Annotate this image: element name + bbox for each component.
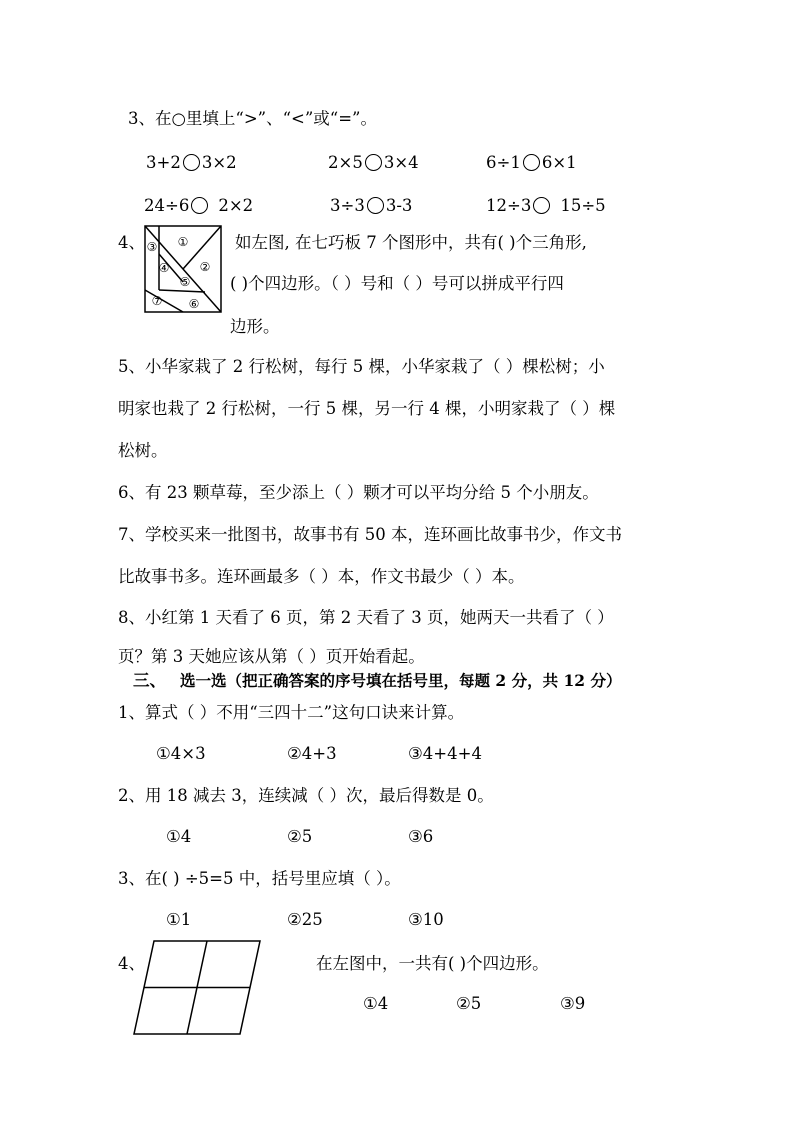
choice-option[interactable]: ②25 <box>287 910 323 929</box>
left-expr: 6÷1 <box>486 153 521 172</box>
answer-circle[interactable] <box>365 154 382 171</box>
right-expr: 3-3 <box>385 196 413 215</box>
right-expr: 3×2 <box>201 153 237 172</box>
piece-label: ⑥ <box>188 297 200 311</box>
q3-prompt: 3、在○里填上“>”、“<”或“=”。 <box>128 109 377 128</box>
q8-line: 页？第 3 天她应该从第（ ）页开始看起。 <box>118 647 425 666</box>
right-expr: 6×1 <box>541 153 577 172</box>
right-expr: 3×4 <box>383 153 419 172</box>
left-expr: 2×5 <box>328 153 363 172</box>
q4-line: 边形。 <box>230 317 280 336</box>
compare-item <box>330 195 412 217</box>
choice-option[interactable]: ①4 <box>363 994 389 1013</box>
q8-line: 8、小红第 1 天看了 6 页，第 2 天看了 3 页，她两天一共看了（ ） <box>118 608 614 627</box>
choice-number: 4、 <box>118 954 145 973</box>
answer-circle[interactable] <box>191 197 208 214</box>
section-number: 三、 <box>133 671 166 690</box>
choice-option[interactable]: ②5 <box>287 827 313 846</box>
q4-line: ( )个四边形。（ ）号和（ ）号可以拼成平行四 <box>230 274 564 293</box>
right-expr: 15÷5 <box>560 196 606 215</box>
piece-label: ⑤ <box>179 275 191 289</box>
parallelogram-figure <box>132 940 264 1036</box>
answer-circle[interactable] <box>533 197 550 214</box>
choice-option[interactable]: ①1 <box>166 910 192 929</box>
tangram-figure <box>135 224 225 318</box>
compare-item <box>328 152 419 174</box>
q7-line: 7、学校买来一批图书，故事书有 50 本，连环画比故事书少，作文书 <box>118 525 622 544</box>
choice-question: 在左图中，一共有( )个四边形。 <box>316 954 549 973</box>
compare-item <box>144 195 253 217</box>
choice-option[interactable]: ②5 <box>456 994 482 1013</box>
choice-option[interactable]: ③10 <box>408 910 444 929</box>
q4-number: 4、 <box>118 233 145 252</box>
choice-question: 2、用 18 减去 3，连续减（ ）次，最后得数是 0。 <box>118 786 494 805</box>
answer-circle[interactable] <box>367 197 384 214</box>
piece-label: ⑦ <box>151 294 163 308</box>
choice-option[interactable]: ②4+3 <box>287 744 337 763</box>
q7-line: 比故事书多。连环画最多（ ）本，作文书最少（ ）本。 <box>118 567 525 586</box>
compare-item <box>146 152 237 174</box>
right-expr: 2×2 <box>218 196 254 215</box>
choice-option[interactable]: ①4×3 <box>156 744 206 763</box>
q6-line: 6、有 23 颗草莓，至少添上（ ）颗才可以平均分给 5 个小朋友。 <box>118 483 599 502</box>
piece-label: ② <box>199 260 211 274</box>
left-expr: 3+2 <box>146 153 181 172</box>
choice-question: 3、在( ) ÷5=5 中，括号里应填（ ）。 <box>118 869 401 888</box>
q5-line: 松树。 <box>118 441 168 460</box>
q5-line: 明家也栽了 2 行松树，一行 5 棵，另一行 4 棵，小明家栽了（ ）棵 <box>118 399 616 418</box>
q5-line: 5、小华家栽了 2 行松树，每行 5 棵，小华家栽了（ ）棵松树；小 <box>118 357 605 376</box>
piece-label: ① <box>177 235 189 249</box>
compare-item <box>486 195 606 217</box>
answer-circle[interactable] <box>183 154 200 171</box>
piece-label: ③ <box>146 240 158 254</box>
left-expr: 12÷3 <box>486 196 532 215</box>
choice-option[interactable]: ③4+4+4 <box>408 744 482 763</box>
answer-circle[interactable] <box>523 154 540 171</box>
left-expr: 3÷3 <box>330 196 365 215</box>
section-title: 选一选（把正确答案的序号填在括号里，每题 2 分，共 12 分） <box>180 671 622 690</box>
q4-line: 如左图, 在七巧板 7 个图形中，共有( )个三角形, <box>235 233 587 252</box>
compare-item <box>486 152 577 174</box>
choice-option[interactable]: ③6 <box>408 827 434 846</box>
left-expr: 24÷6 <box>144 196 190 215</box>
piece-label: ④ <box>158 261 170 275</box>
choice-option[interactable]: ①4 <box>166 827 192 846</box>
choice-question: 1、算式（ ）不用“三四十二”这句口诀来计算。 <box>118 703 465 722</box>
choice-option[interactable]: ③9 <box>560 994 586 1013</box>
